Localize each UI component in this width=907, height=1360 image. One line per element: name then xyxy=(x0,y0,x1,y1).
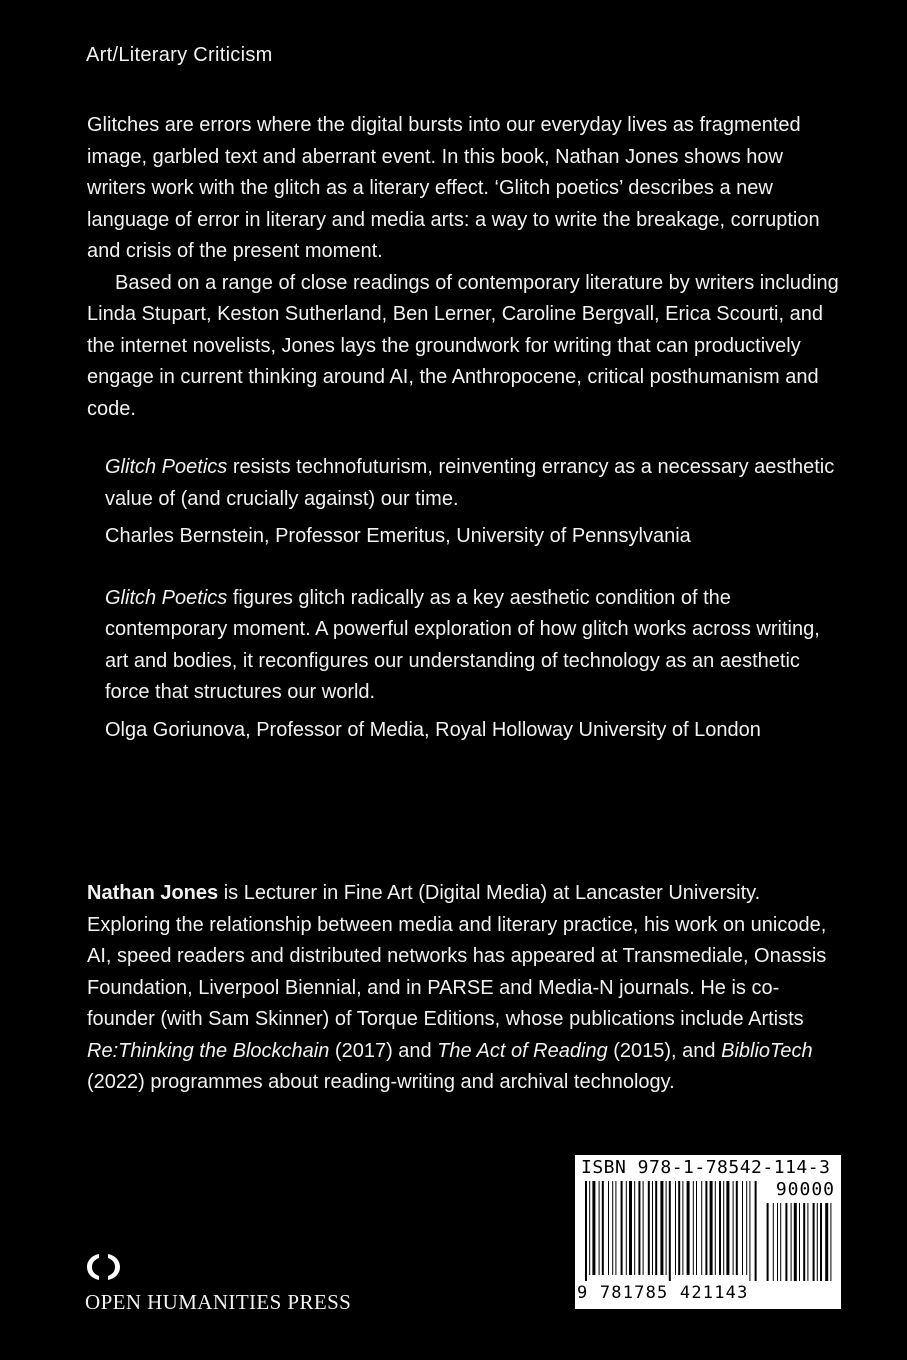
barcode-bar xyxy=(813,1203,815,1281)
barcode-bar xyxy=(675,1181,676,1275)
barcode-bar xyxy=(719,1181,721,1275)
barcode-bar xyxy=(660,1181,663,1275)
endorsement-attribution: Charles Bernstein, Professor Emeritus, University of Pennsylvania xyxy=(105,525,691,547)
blurb-paragraph-1: Glitches are errors where the digital bursts into our everyday lives as fragmented image, garbled text and aberrant event. In this book, Nathan Jones shows how writers work with the glitch as a literary effect. ‘Glitch poetics’ describes a new language of error in literary and media arts: a way to write the breakage, corruption and crisis of the present moment. xyxy=(87,114,820,262)
barcode-bar xyxy=(669,1181,671,1281)
barcode-bar xyxy=(736,1181,738,1275)
barcode-bar xyxy=(615,1181,616,1275)
barcode-bar xyxy=(678,1181,680,1275)
endorsement-2 xyxy=(105,583,835,747)
publisher-name: OPEN HUMANITIES PRESS xyxy=(85,1290,352,1314)
book-blurb xyxy=(87,110,847,425)
barcode-bar xyxy=(655,1181,657,1275)
barcode-bar xyxy=(585,1181,587,1281)
barcode-bar xyxy=(705,1181,707,1275)
barcode-bar xyxy=(785,1203,787,1281)
barcode-bar xyxy=(638,1181,640,1275)
author-bio-text: Nathan Jones is Lecturer in Fine Art (Digital Media) at Lancaster University. Exploring the relationship between media and literary practice, his work on unicode, AI, speed readers and distributed networks has appeared at Transmediale, Onassis Foundation, Liverpool Biennial, and in PARSE and Media-N journals. He is co-founder (with Sam Skinner) of Torque Editions, whose publications include Artists Re:Thinking the Blockchain (2017) and The Act of Reading (2015), and BiblioTech (2022) programmes about reading-writing and archival technology. xyxy=(87,882,827,1093)
barcode-bar xyxy=(777,1203,778,1281)
barcode-bar xyxy=(799,1203,800,1281)
barcode-bar xyxy=(682,1181,683,1275)
barcode-bar xyxy=(693,1181,694,1275)
barcode-bar xyxy=(807,1203,808,1281)
barcode-bar xyxy=(652,1181,653,1275)
barcode-bar xyxy=(755,1181,757,1281)
barcode-bar xyxy=(726,1181,729,1275)
book-title: Glitch Poetics xyxy=(105,586,228,609)
book-title: Glitch Poetics xyxy=(105,456,228,478)
endorsement-text: Glitch Poetics figures glitch radically as a key aesthetic condition of the contemporary moment. A powerful exploration of how glitch works across writing, art and bodies, it reconfigures our understanding of technology as an aesthetic force that structures our world. xyxy=(105,586,820,703)
barcode-bar xyxy=(749,1181,750,1281)
barcode-bar xyxy=(733,1181,734,1275)
isbn-barcode xyxy=(575,1155,841,1309)
endorsement-attribution: Olga Goriunova, Professor of Media, Royal Holloway University of London xyxy=(105,718,761,741)
barcode-bar xyxy=(621,1181,623,1275)
barcode-bar xyxy=(602,1181,604,1275)
barcode-bar xyxy=(634,1181,635,1275)
barcode-bar xyxy=(592,1181,595,1275)
barcode-bar xyxy=(612,1181,613,1275)
ean-digits: 9 781785 421143 xyxy=(577,1283,749,1303)
barcode-bar xyxy=(780,1203,781,1281)
barcode-bar xyxy=(710,1181,713,1275)
category-label: Art/Literary Criticism xyxy=(86,44,273,66)
endorsement-1 xyxy=(105,452,835,553)
barcode-bar xyxy=(608,1181,609,1275)
barcode-bar xyxy=(687,1181,690,1275)
barcode-bar xyxy=(742,1181,743,1275)
isbn-number: ISBN 978-1-78542-114-3 xyxy=(581,1157,831,1178)
open-parentheses-logo-icon xyxy=(86,1252,126,1282)
barcode-bar xyxy=(825,1203,828,1281)
barcode-bar xyxy=(643,1181,644,1275)
barcode-bar xyxy=(820,1203,822,1281)
barcode-bar xyxy=(648,1181,650,1275)
barcode-bar xyxy=(767,1203,769,1281)
barcode-bar xyxy=(666,1181,667,1275)
barcode-bar xyxy=(791,1203,792,1281)
barcode-bar xyxy=(696,1181,697,1275)
barcode-bar xyxy=(803,1203,805,1281)
barcode-bar xyxy=(746,1181,747,1275)
author-bio xyxy=(87,878,847,1099)
author-name: Nathan Jones xyxy=(87,882,219,904)
barcode-bar xyxy=(794,1203,797,1281)
blurb-paragraph-2: Based on a range of close readings of contemporary literature by writers including Linda Stupart, Keston Sutherland, Ben Lerner, Caroline Bergvall, Erica Scourti, and the internet novelists, Jones lays the groundwork for writing that can productively engage in current thinking around AI, the Anthropocene, critical posthumanism and code. xyxy=(87,271,839,420)
barcode-bar xyxy=(723,1181,724,1275)
barcode-bar xyxy=(773,1203,774,1281)
endorsement-text: Glitch Poetics resists technofuturism, reinventing errancy as a necessary aesthetic value of (and crucially against) our time. xyxy=(105,456,835,510)
endorsements xyxy=(105,452,835,776)
barcode-bar xyxy=(626,1181,627,1275)
barcode-bar xyxy=(715,1181,716,1275)
barcode-bar xyxy=(830,1203,831,1281)
barcode-bar xyxy=(589,1181,590,1275)
barcode-bar xyxy=(817,1203,818,1281)
price-code: 90000 xyxy=(775,1179,835,1200)
barcode-bar xyxy=(629,1181,632,1275)
barcode-bar xyxy=(599,1181,600,1275)
barcode-bar xyxy=(701,1181,702,1275)
